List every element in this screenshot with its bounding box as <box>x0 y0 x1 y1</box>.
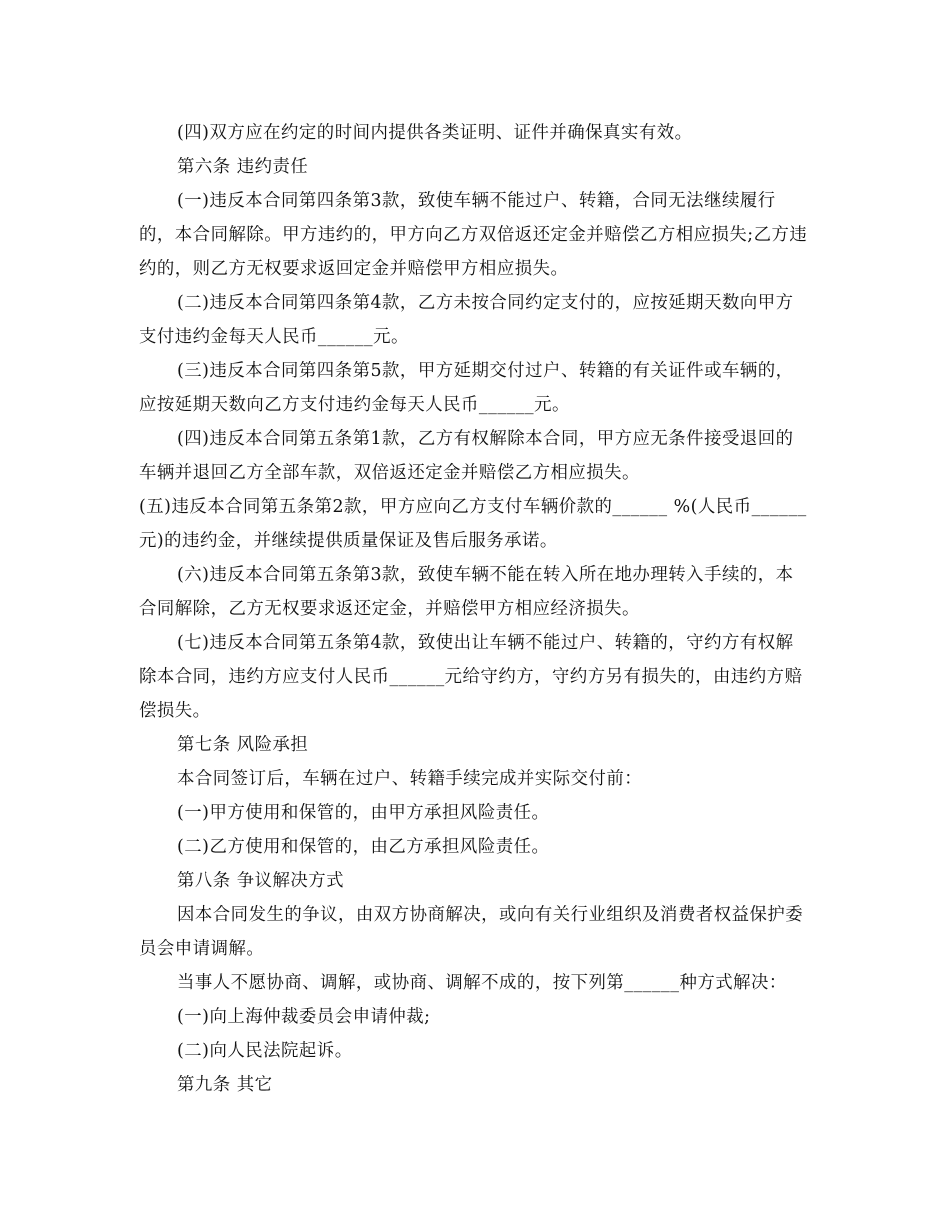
clause-dispute-options: 当事人不愿协商、调解，或协商、调解不成的，按下列第______种方式解决： <box>177 973 787 993</box>
section-heading-risk: 第七条 风险承担 <box>177 735 309 755</box>
section-heading-liability: 第六条 违约责任 <box>177 157 309 177</box>
clause-liability-7: (七)违反本合同第五条第4款，致使出让车辆不能过户、转籍的，守约方有权解除本合同，违约方应支付人民币______元给守约方，守约方另有损失的，由违约方赔偿损失。 <box>139 633 803 721</box>
clause-dispute-mediation: 因本合同发生的争议，由双方协商解决，或向有关行业组织及消费者权益保护委员会申请调解。 <box>139 905 804 959</box>
clause-risk-intro: 本合同签订后，车辆在过户、转籍手续完成并实际交付前： <box>177 769 643 789</box>
section-heading-dispute: 第八条 争议解决方式 <box>177 871 345 891</box>
clause-liability-6: (六)违反本合同第五条第3款，致使车辆不能在转入所在地办理转入手续的，本合同解除，乙方无权要求返还定金，并赔偿甲方相应经济损失。 <box>139 565 794 619</box>
contract-body <box>139 116 811 1102</box>
clause-dispute-arbitration: (一)向上海仲裁委员会申请仲裁; <box>177 1007 431 1027</box>
clause-liability-5: (五)违反本合同第五条第2款，甲方应向乙方支付车辆价款的______ %(人民币______元)的违约金，并继续提供质量保证及售后服务承诺。 <box>139 497 807 551</box>
clause-liability-1: (一)违反本合同第四条第3款，致使车辆不能过户、转籍，合同无法继续履行的，本合同解除。甲方违约的，甲方向乙方双倍返还定金并赔偿乙方相应损失;乙方违约的，则乙方无权要求返回定金并赔偿甲方相应损失。 <box>139 191 808 279</box>
clause-liability-4: (四)违反本合同第五条第1款，乙方有权解除本合同，甲方应无条件接受退回的车辆并退回乙方全部车款，双倍返还定金并赔偿乙方相应损失。 <box>139 429 794 483</box>
clause-risk-2: (二)乙方使用和保管的，由乙方承担风险责任。 <box>177 837 550 857</box>
clause-dispute-court: (二)向人民法院起诉。 <box>177 1041 353 1061</box>
clause-liability-3: (三)违反本合同第四条第5款，甲方延期交付过户、转籍的有关证件或车辆的，应按延期天数向乙方支付违约金每天人民币______元。 <box>139 361 794 415</box>
section-heading-other: 第九条 其它 <box>177 1075 273 1095</box>
clause-liability-2: (二)违反本合同第四条第4款，乙方未按合同约定支付的，应按延期天数向甲方支付违约金每天人民币______元。 <box>139 293 794 347</box>
clause-provide-documents: (四)双方应在约定的时间内提供各类证明、证件并确保真实有效。 <box>177 123 693 143</box>
clause-risk-1: (一)甲方使用和保管的，由甲方承担风险责任。 <box>177 803 550 823</box>
